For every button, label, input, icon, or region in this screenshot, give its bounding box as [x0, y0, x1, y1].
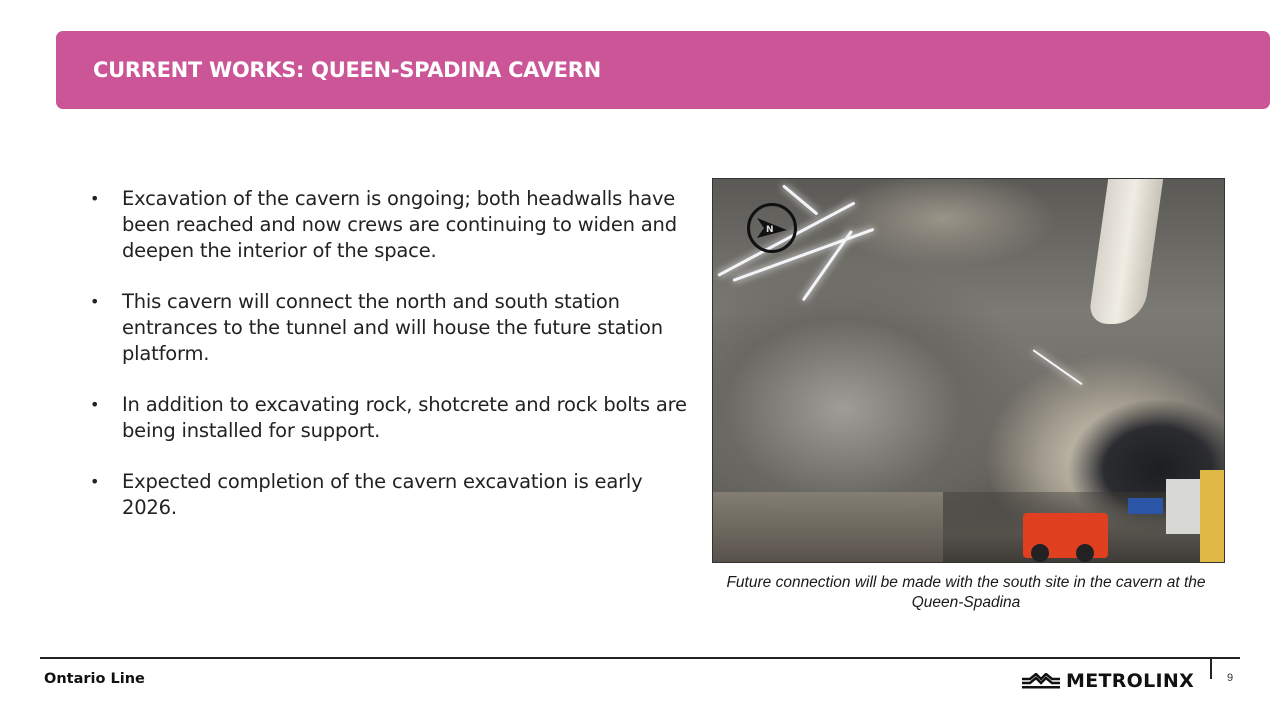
footer-rule	[40, 657, 1240, 659]
bullet-text: In addition to excavating rock, shotcrete and rock bolts are being installed for support.	[122, 393, 687, 442]
ventilation-duct	[1088, 179, 1163, 324]
light-streak	[802, 230, 853, 301]
light-streak	[1032, 349, 1082, 385]
svg-text:N: N	[766, 225, 774, 235]
page-number: 9	[1227, 672, 1234, 684]
bullet-item	[90, 392, 700, 444]
bullet-icon: •	[90, 472, 100, 491]
project-name: Ontario Line	[44, 671, 145, 687]
bullet-text: Expected completion of the cavern excavation is early 2026.	[122, 470, 643, 519]
bullet-icon: •	[90, 395, 100, 414]
bullet-item	[90, 186, 700, 264]
metrolinx-wave-icon	[1022, 673, 1060, 689]
bullet-icon: •	[90, 292, 100, 311]
red-skid-steer	[1023, 513, 1108, 558]
construction-materials	[713, 492, 943, 562]
north-arrow-icon	[747, 203, 797, 253]
title-banner	[56, 31, 1270, 109]
blue-lift	[1128, 498, 1163, 514]
metrolinx-logo	[1022, 670, 1194, 692]
bullet-icon: •	[90, 189, 100, 208]
bullet-text: Excavation of the cavern is ongoing; both headwalls have been reached and now crews are continuing to widen and deepen the interior of the space.	[122, 187, 677, 262]
yellow-equipment	[1200, 470, 1224, 562]
bullet-item	[90, 289, 700, 367]
photo-caption: Future connection will be made with the south site in the cavern at the Queen-Spadina	[726, 574, 1206, 611]
logo-text: METROLINX	[1066, 670, 1195, 692]
slide-title: CURRENT WORKS: QUEEN-SPADINA CAVERN	[93, 58, 601, 82]
bullet-list	[90, 186, 700, 546]
bullet-text: This cavern will connect the north and south station entrances to the tunnel and will house the future station platform.	[122, 290, 663, 365]
footer-divider	[1210, 657, 1212, 679]
cavern-photo	[712, 178, 1225, 563]
bullet-item	[90, 469, 700, 521]
white-vehicle	[1166, 479, 1201, 534]
